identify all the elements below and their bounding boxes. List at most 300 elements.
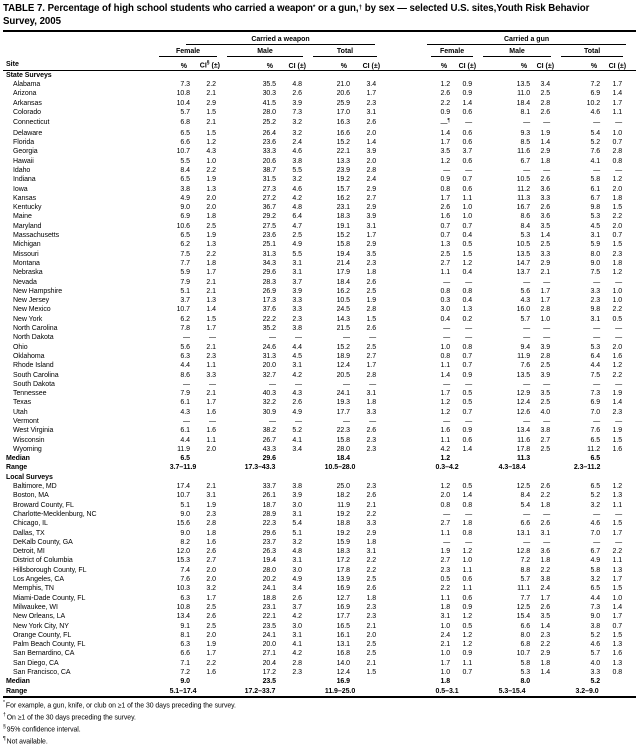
value-cell: 24.1: [336, 390, 350, 398]
footnote-definition: ¶Not available.: [3, 735, 48, 745]
table-title: [3, 3, 636, 27]
value-cell: 1.5: [612, 631, 623, 639]
value-cell: 2.6: [540, 603, 551, 611]
group-header-row: [3, 32, 636, 45]
median-value: 6.5: [590, 455, 601, 463]
value-cell: —: [295, 418, 302, 425]
group-gap: [381, 138, 425, 147]
value-cell: 2.3: [292, 669, 302, 677]
value-cell: 11.6: [517, 148, 531, 156]
group-gap: [381, 556, 425, 565]
value-cell: 2.1: [206, 119, 216, 127]
section-footnote-marker: §: [206, 60, 210, 67]
value-cell: 1.5: [206, 129, 216, 137]
value-cell: 4.0: [590, 659, 601, 667]
value-cell: 2.8: [206, 520, 216, 528]
table-bottom-rule: [3, 696, 636, 698]
value-cell: 0.9: [462, 90, 473, 98]
value-cell: 5.7: [590, 650, 601, 658]
value-cell: 2.3: [366, 445, 377, 453]
value-cell: 7.3: [292, 108, 302, 116]
value-cell: 7.5: [590, 371, 601, 379]
value-cell: 15.6: [176, 520, 190, 528]
value-cell: 0.5: [462, 390, 473, 398]
value-cell: 2.5: [540, 362, 551, 370]
table-row: [3, 594, 636, 603]
group-gap: [381, 259, 425, 268]
group-gap: [381, 454, 425, 463]
ci-header: CI (±): [351, 57, 381, 71]
value-cell: 1.2: [440, 399, 451, 407]
range-value: 0.5–3.1: [435, 687, 459, 695]
value-cell: 41.5: [262, 99, 276, 107]
value-cell: 10.3: [176, 585, 190, 593]
value-cell: 5.7: [520, 315, 531, 323]
value-cell: 12.4: [336, 362, 350, 370]
group-gap: [381, 108, 425, 117]
value-cell: —: [593, 166, 601, 174]
value-cell: 26.9: [262, 287, 276, 295]
value-cell: 5.5: [292, 166, 302, 174]
value-cell: —: [523, 325, 531, 333]
table-row: [3, 352, 636, 361]
value-cell: 2.6: [206, 613, 216, 621]
row-end-pad: [627, 556, 636, 565]
value-cell: 6.5: [180, 129, 190, 137]
value-cell: 2.1: [206, 483, 216, 491]
value-cell: 15.8: [336, 241, 350, 249]
value-cell: 2.2: [366, 566, 377, 574]
value-cell: 3.5: [540, 222, 551, 230]
dagger-footnote-marker: †: [358, 3, 363, 11]
value-cell: 0.7: [462, 362, 473, 370]
value-cell: 4.3: [180, 408, 190, 416]
value-cell: 2.0: [206, 445, 216, 453]
percent-header: %: [221, 57, 277, 71]
value-cell: 5.3: [520, 232, 531, 240]
section-header: Local Surveys: [6, 473, 53, 481]
value-cell: 9.4: [520, 343, 531, 351]
value-cell: 4.4: [590, 594, 601, 602]
value-cell: —: [615, 510, 623, 518]
row-end-pad: [627, 371, 636, 380]
value-cell: 2.3: [440, 566, 451, 574]
group-gap: [381, 129, 425, 138]
gun-total-header: Total: [555, 45, 627, 57]
group-gap: [381, 203, 425, 212]
value-cell: —: [615, 278, 623, 286]
value-cell: 1.3: [612, 492, 623, 500]
range-value: 17.2–33.7: [244, 687, 276, 695]
table-row: [3, 175, 636, 184]
value-cell: 3.9: [292, 492, 302, 500]
group-gap: [381, 185, 425, 194]
site-label: Milwaukee, WI: [13, 603, 58, 611]
value-cell: 3.4: [540, 80, 551, 88]
site-label: South Dakota: [13, 380, 55, 388]
value-cell: —: [593, 278, 601, 286]
value-cell: 2.8: [292, 659, 302, 667]
value-cell: 4.6: [590, 108, 601, 116]
value-cell: 6.6: [520, 622, 531, 630]
value-cell: 0.7: [612, 622, 623, 630]
table-row: [3, 157, 636, 166]
value-cell: 2.6: [292, 594, 302, 602]
value-cell: 12.4: [336, 669, 350, 677]
value-cell: 0.7: [462, 408, 473, 416]
value-cell: 1.5: [366, 669, 377, 677]
value-cell: 4.0: [540, 408, 551, 416]
table-row: [3, 491, 636, 500]
value-cell: 31.3: [262, 352, 276, 360]
row-end-pad: [627, 547, 636, 556]
value-cell: 2.1: [206, 287, 216, 295]
value-cell: 1.4: [440, 129, 451, 137]
value-cell: 32.2: [262, 399, 276, 407]
value-cell: 4.6: [590, 641, 601, 649]
value-cell: —: [593, 119, 601, 127]
value-cell: —: [443, 278, 451, 286]
value-cell: 18.4: [336, 278, 350, 286]
value-cell: 1.0: [462, 557, 473, 565]
site-label: Chicago, IL: [13, 520, 48, 528]
value-cell: 2.6: [206, 548, 216, 556]
value-cell: 1.1: [612, 108, 623, 116]
group-gap: [381, 240, 425, 249]
value-cell: 16.2: [336, 287, 350, 295]
row-end-pad: [627, 426, 636, 435]
value-cell: —: [369, 418, 377, 425]
value-cell: —: [615, 538, 623, 546]
value-cell: 3.1: [366, 390, 377, 398]
empty-cell: [451, 454, 477, 463]
value-cell: 15.4: [516, 613, 531, 621]
value-cell: 33.7: [262, 483, 276, 491]
value-cell: 4.1: [292, 436, 302, 444]
site-label: Montana: [13, 259, 40, 267]
value-cell: 0.6: [462, 129, 473, 137]
value-cell: 17.7: [336, 408, 350, 416]
value-cell: 20.2: [262, 576, 276, 584]
value-cell: 0.7: [440, 222, 451, 230]
value-cell: 1.2: [612, 362, 623, 370]
value-cell: 3.2: [590, 501, 601, 509]
value-cell: 0.7: [462, 669, 473, 677]
group-gap: [381, 287, 425, 296]
value-cell: 23.9: [336, 166, 350, 174]
value-cell: 6.5: [180, 232, 190, 240]
value-cell: 8.0: [590, 250, 601, 258]
value-cell: 2.2: [206, 166, 216, 174]
group-gap: [381, 631, 425, 640]
value-cell: 6.6: [520, 520, 531, 528]
row-end-pad: [627, 445, 636, 454]
value-cell: 24.5: [336, 306, 350, 314]
value-cell: —: [269, 334, 276, 342]
table-row: [3, 389, 636, 398]
value-cell: 1.4: [612, 90, 623, 98]
value-cell: 2.0: [440, 492, 451, 500]
value-cell: 2.2: [440, 585, 451, 593]
site-label: Michigan: [13, 241, 41, 249]
site-label: New Orleans, LA: [13, 613, 66, 621]
value-cell: 2.3: [366, 603, 377, 611]
row-end-pad: [627, 612, 636, 621]
value-cell: 4.9: [292, 408, 302, 416]
table-row: [3, 426, 636, 435]
value-cell: 22.3: [336, 427, 350, 435]
value-cell: 3.1: [366, 548, 377, 556]
value-cell: 21.4: [336, 259, 350, 267]
group-gap: [381, 482, 425, 491]
value-cell: 0.5: [462, 483, 473, 491]
value-cell: —: [369, 334, 377, 342]
value-cell: 1.9: [540, 129, 551, 137]
table-row: [3, 240, 636, 249]
value-cell: 6.2: [180, 241, 190, 249]
table-row: [3, 547, 636, 556]
value-cell: 7.6: [520, 362, 531, 370]
value-cell: 1.0: [462, 204, 473, 212]
value-cell: 1.4: [540, 232, 551, 240]
table-header: [3, 32, 636, 71]
value-cell: 7.5: [180, 250, 190, 258]
value-cell: 3.5: [440, 148, 451, 156]
table-row: [3, 296, 636, 305]
value-cell: —: [523, 418, 531, 425]
value-cell: 10.7: [176, 492, 190, 500]
value-cell: 1.2: [440, 408, 451, 416]
value-cell: 8.6: [180, 371, 190, 379]
value-cell: 2.8: [540, 99, 551, 107]
weapon-total-header: Total: [307, 45, 381, 57]
value-cell: 2.2: [540, 492, 551, 500]
value-cell: —: [183, 334, 190, 342]
value-cell: 2.1: [206, 90, 216, 98]
value-cell: 0.7: [440, 232, 451, 240]
table-row: [3, 343, 636, 352]
value-cell: 13.4: [516, 427, 531, 435]
value-cell: 3.9: [366, 148, 377, 156]
value-cell: 2.2: [206, 659, 216, 667]
site-label: Massachusetts: [13, 232, 60, 240]
group-gap: [381, 575, 425, 584]
group-gap: [381, 194, 425, 203]
value-cell: 0.8: [462, 529, 473, 537]
value-cell: 2.5: [540, 90, 551, 98]
title-line-1: TABLE 7. Percentage of high school students who carried a weapon* or a gun,† by sex — selected U.S. sites,Youth Risk Behavior: [3, 3, 590, 14]
value-cell: —: [269, 418, 276, 425]
value-cell: 0.6: [462, 576, 473, 584]
value-cell: 2.9: [366, 529, 377, 537]
value-cell: 27.5: [262, 222, 276, 230]
site-label: Florida: [13, 139, 35, 147]
value-cell: —: [343, 380, 350, 388]
value-cell: 1.4: [206, 306, 216, 314]
value-cell: 3.8: [292, 157, 302, 165]
value-cell: 12.5: [516, 603, 531, 611]
value-cell: 2.0: [206, 631, 216, 639]
site-label: Charlotte-Mecklenburg, NC: [13, 510, 97, 518]
value-cell: 24.6: [262, 343, 276, 351]
value-cell: 3.1: [292, 362, 302, 370]
value-cell: 2.0: [366, 631, 377, 639]
value-cell: 2.5: [366, 576, 377, 584]
value-cell: 2.3: [612, 250, 623, 258]
value-cell: 19.3: [336, 399, 350, 407]
value-cell: —: [615, 325, 623, 333]
table-row: [3, 80, 636, 89]
value-cell: 3.3: [540, 250, 551, 258]
value-cell: 2.2: [440, 99, 451, 107]
table-row: [3, 333, 636, 342]
value-cell: 2.9: [540, 650, 551, 658]
row-end-pad: [627, 510, 636, 519]
value-cell: 2.7: [206, 557, 216, 565]
value-cell: 2.0: [366, 157, 377, 165]
value-cell: 13.5: [516, 80, 531, 88]
group-gap: [381, 417, 425, 426]
value-cell: 16.9: [336, 603, 350, 611]
group-gap: [381, 547, 425, 556]
value-cell: 2.3: [366, 259, 377, 267]
value-cell: 1.0: [540, 315, 551, 323]
value-cell: 0.8: [612, 157, 623, 165]
value-cell: 0.8: [440, 185, 451, 193]
value-cell: 19.2: [336, 510, 350, 518]
value-cell: 25.1: [262, 241, 276, 249]
empty-cell: [277, 677, 307, 686]
site-label: Indiana: [13, 176, 36, 184]
value-cell: 3.3: [366, 520, 377, 528]
value-cell: 1.5: [612, 204, 623, 212]
value-cell: 9.0: [590, 613, 601, 621]
value-cell: 1.6: [206, 427, 216, 435]
group-gap: [381, 677, 425, 686]
value-cell: 2.6: [540, 108, 551, 116]
value-cell: 3.6: [540, 548, 551, 556]
value-cell: 17.2: [336, 557, 350, 565]
value-cell: 20.6: [262, 157, 276, 165]
row-end-pad: [627, 687, 636, 696]
table-row: [3, 380, 636, 389]
value-cell: 0.7: [612, 232, 623, 240]
value-cell: 3.2: [206, 585, 216, 593]
value-cell: 6.1: [180, 427, 190, 435]
value-cell: 8.8: [520, 566, 531, 574]
group-gap: [381, 157, 425, 166]
value-cell: 17.2: [262, 669, 276, 677]
value-cell: 2.5: [292, 232, 302, 240]
value-cell: 17.8: [516, 445, 531, 453]
row-end-pad: [627, 603, 636, 612]
value-cell: 11.9: [517, 352, 531, 360]
group-gap: [381, 612, 425, 621]
value-cell: 3.1: [292, 631, 302, 639]
value-cell: 3.0: [292, 622, 302, 630]
group-gap: [381, 296, 425, 305]
value-cell: 15.9: [336, 538, 350, 546]
value-cell: 1.6: [612, 650, 623, 658]
row-end-pad: [627, 89, 636, 98]
table-row: [3, 212, 636, 221]
row-end-pad: [627, 287, 636, 296]
value-cell: 2.6: [440, 204, 451, 212]
value-cell: 0.5: [440, 576, 451, 584]
value-cell: 2.6: [366, 119, 377, 127]
value-cell: 1.7: [612, 529, 623, 537]
value-cell: 4.6: [590, 520, 601, 528]
value-cell: 43.3: [262, 445, 276, 453]
value-cell: 1.2: [440, 483, 451, 491]
value-cell: —: [465, 325, 473, 333]
range-value: 5.3–15.4: [498, 687, 526, 695]
value-cell: 23.7: [262, 538, 276, 546]
value-cell: —: [523, 119, 531, 127]
value-cell: 2.1: [440, 641, 451, 649]
table-row: [3, 454, 636, 463]
range-value: 5.1–17.4: [169, 687, 197, 695]
ci-header: CI (±): [531, 57, 555, 71]
group-gap: [381, 436, 425, 445]
value-cell: 1.8: [206, 213, 216, 221]
value-cell: 1.6: [612, 352, 623, 360]
value-cell: 2.8: [612, 148, 623, 156]
value-cell: 10.8: [176, 90, 190, 98]
value-cell: 26.7: [262, 436, 276, 444]
percent-header: %: [425, 57, 451, 71]
value-cell: 1.5: [206, 108, 216, 116]
site-label: Hawaii: [13, 157, 34, 165]
group-gap: [381, 324, 425, 333]
value-cell: 17.0: [336, 108, 350, 116]
value-cell: 38.7: [262, 166, 276, 174]
value-cell: 5.7: [520, 576, 531, 584]
value-cell: 0.4: [440, 315, 451, 323]
table-row: [3, 305, 636, 314]
site-label: Arkansas: [13, 99, 42, 107]
empty-cell: [351, 454, 381, 463]
value-cell: 16.9: [336, 585, 350, 593]
value-cell: 10.6: [176, 222, 190, 230]
table-row: [3, 668, 636, 677]
site-label: South Carolina: [13, 371, 59, 379]
empty-cell: [531, 677, 555, 686]
value-cell: 1.9: [366, 297, 377, 305]
value-cell: 16.1: [336, 631, 350, 639]
site-label: Palm Beach County, FL: [13, 641, 86, 649]
ci-header-first: CI§ (±): [191, 57, 221, 71]
value-cell: 27.2: [262, 194, 276, 202]
value-cell: 12.4: [516, 399, 531, 407]
site-label: Idaho: [13, 166, 31, 174]
value-cell: 2.8: [366, 306, 377, 314]
value-cell: 13.9: [336, 576, 350, 584]
table-row: [3, 287, 636, 296]
value-cell: 5.1: [180, 287, 190, 295]
value-cell: 6.7: [590, 548, 601, 556]
value-cell: —: [465, 278, 473, 286]
median-value: 11.3: [517, 455, 531, 463]
row-end-pad: [627, 482, 636, 491]
row-end-pad: [627, 491, 636, 500]
site-label: Maine: [13, 213, 32, 221]
value-cell: —: [593, 325, 601, 333]
value-cell: 16.7: [516, 204, 531, 212]
value-cell: 1.8: [540, 557, 551, 565]
table-row: [3, 622, 636, 631]
value-cell: 1.0: [440, 343, 451, 351]
